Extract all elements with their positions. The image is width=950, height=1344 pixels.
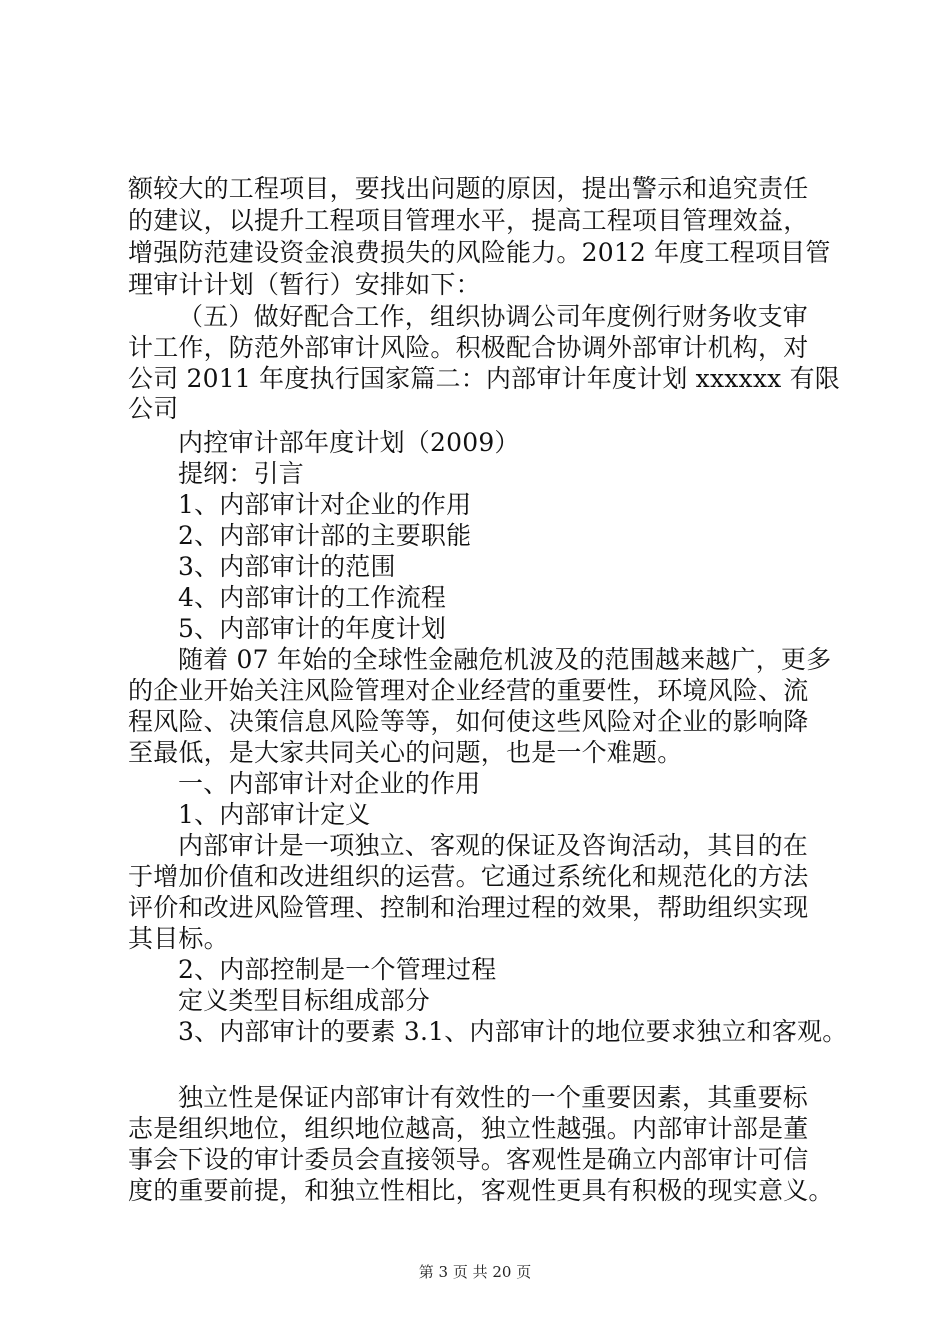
- text-line: 的建议，以提升工程项目管理水平，提高工程项目管理效益，: [128, 206, 809, 235]
- page-footer: 第 3 页 共 20 页: [418, 1263, 532, 1281]
- text-line: 1、内部审计对企业的作用: [178, 490, 472, 519]
- text-line: 志是组织地位，组织地位越高，独立性越强。内部审计部是董: [128, 1114, 809, 1143]
- text-line: 3、内部审计的范围: [178, 552, 396, 581]
- text-line: 公司 2011 年度执行国家篇二：内部审计年度计划 xxxxxx 有限: [128, 364, 841, 393]
- text-line: 5、内部审计的年度计划: [178, 614, 447, 643]
- text-line: 计工作，防范外部审计风险。积极配合协调外部审计机构，对: [128, 333, 809, 362]
- text-line: 至最低，是大家共同关心的问题，也是一个难题。: [128, 738, 683, 767]
- text-line: 程风险、决策信息风险等等，如何使这些风险对企业的影响降: [128, 707, 809, 736]
- text-line: 其目标。: [128, 924, 229, 953]
- text-line: 评价和改进风险管理、控制和治理过程的效果，帮助组织实现: [128, 893, 809, 922]
- text-line: 随着 07 年始的全球性金融危机波及的范围越来越广，更多: [178, 645, 832, 674]
- text-line: 3、内部审计的要素 3.1、内部审计的地位要求独立和客观。: [178, 1017, 848, 1046]
- text-line: 理审计计划（暂行）安排如下：: [128, 270, 481, 299]
- text-line: 独立性是保证内部审计有效性的一个重要因素，其重要标: [178, 1083, 809, 1112]
- text-line: 4、内部审计的工作流程: [178, 583, 447, 612]
- text-line: 一、内部审计对企业的作用: [178, 769, 481, 798]
- text-line: 公司: [128, 394, 179, 423]
- text-line: 额较大的工程项目，要找出问题的原因，提出警示和追究责任: [128, 174, 809, 203]
- text-line: 内控审计部年度计划（2009）: [178, 428, 520, 457]
- text-line: 增强防范建设资金浪费损失的风险能力。2012 年度工程项目管: [128, 238, 831, 267]
- text-line: 于增加价值和改进组织的运营。它通过系统化和规范化的方法: [128, 862, 809, 891]
- text-line: 2、内部控制是一个管理过程: [178, 955, 497, 984]
- text-line: 1、内部审计定义: [178, 800, 371, 829]
- text-line: 的企业开始关注风险管理对企业经营的重要性，环境风险、流: [128, 676, 809, 705]
- text-line: 提纲：引言: [178, 459, 305, 488]
- text-line: 事会下设的审计委员会直接领导。客观性是确立内部审计可信: [128, 1145, 809, 1174]
- text-line: 定义类型目标组成部分: [178, 986, 431, 1015]
- text-line: 内部审计是一项独立、客观的保证及咨询活动，其目的在: [178, 831, 809, 860]
- text-line: 2、内部审计部的主要职能: [178, 521, 472, 550]
- text-line: （五）做好配合工作，组织协调公司年度例行财务收支审: [178, 302, 809, 331]
- text-line: 度的重要前提，和独立性相比，客观性更具有积极的现实意义。: [128, 1176, 834, 1205]
